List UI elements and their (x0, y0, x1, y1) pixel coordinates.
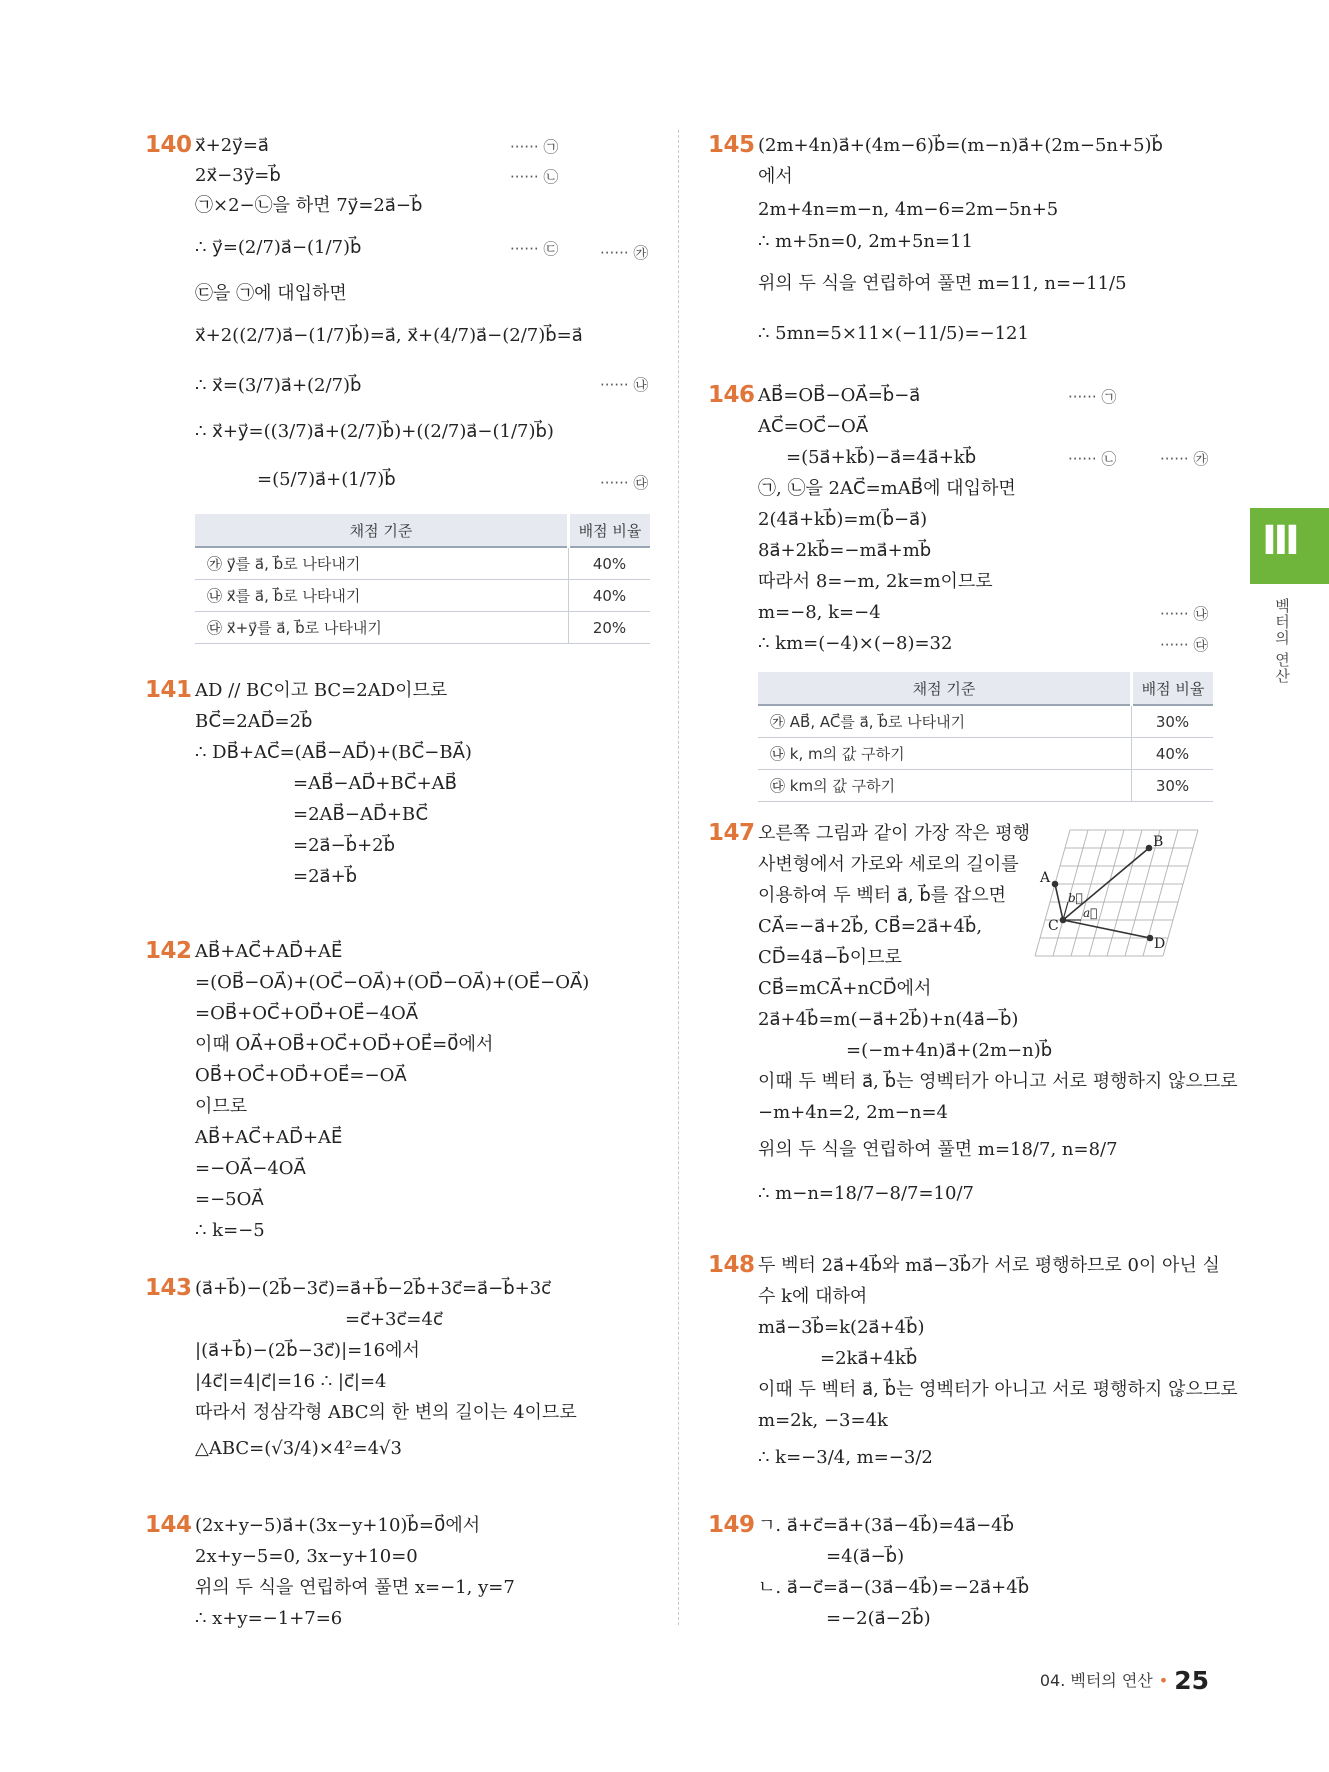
solution-line: =−2(a⃗−2b⃗) (826, 1608, 931, 1629)
solution-line: =AB⃗−AD⃗+BC⃗+AB⃗ (293, 773, 458, 794)
scoring-table (758, 672, 1213, 802)
grid-lines (1035, 830, 1198, 956)
solution-line: 이므로 (195, 1096, 248, 1117)
solution-line: 위의 두 식을 연립하여 풀면 m=11, n=−11/5 (758, 273, 1127, 294)
chapter-tab-label: Ⅲ (1262, 518, 1300, 564)
equation-marker: ······ ㉡ (510, 168, 559, 186)
label-vector-b: b⃗ (1068, 891, 1083, 905)
table-row (758, 738, 1213, 770)
solution-line: =2ka⃗+4kb⃗ (820, 1348, 918, 1369)
page-number: 25 (1174, 1666, 1209, 1695)
solution-line: 이때 두 벡터 a⃗, b⃗는 영벡터가 아니고 서로 평행하지 않으므로 (758, 1071, 1238, 1092)
solution-line: |(a⃗+b⃗)−(2b⃗−3c⃗)|=16에서 (195, 1340, 420, 1361)
table-header-rate: 배점 비율 (569, 514, 651, 547)
criteria-cell: ㉮ AB⃗, AC⃗를 a⃗, b⃗로 나타내기 (758, 705, 1132, 738)
score-marker: ······ ㉰ (1160, 636, 1209, 654)
solution-line: AC⃗=OC⃗−OA⃗ (758, 416, 869, 437)
solution-line: ∴ km=(−4)×(−8)=32 (758, 633, 953, 654)
parallelogram-grid-figure (1030, 820, 1210, 965)
solution-line: ∴ x⃗=(3/7)a⃗+(2/7)b⃗ (195, 375, 362, 396)
rate-cell: 40% (569, 547, 651, 580)
solution-line: =OB⃗+OC⃗+OD⃗+OE⃗−4OA⃗ (195, 1003, 419, 1024)
solution-line: 2(4a⃗+kb⃗)=m(b⃗−a⃗) (758, 509, 928, 530)
solution-line: ma⃗−3b⃗=k(2a⃗+4b⃗) (758, 1317, 925, 1338)
score-marker: ······ ㉯ (600, 376, 649, 394)
label-d: D (1154, 936, 1166, 952)
solution-line: =c⃗+3c⃗=4c⃗ (345, 1309, 443, 1330)
problem-number: 140 (145, 132, 192, 158)
solution-line: ㄱ. a⃗+c⃗=a⃗+(3a⃗−4b⃗)=4a⃗−4b⃗ (758, 1515, 1015, 1536)
table-header-rate: 배점 비율 (1132, 672, 1214, 705)
solution-line: 이용하여 두 벡터 a⃗, b⃗를 잡으면 (758, 885, 1007, 906)
table-row (758, 705, 1213, 738)
solution-line: 오른쪽 그림과 같이 가장 작은 평행 (758, 823, 1031, 844)
chapter-side-title: 벡터의 연산 (1273, 598, 1291, 684)
solution-line: =(5/7)a⃗+(1/7)b⃗ (257, 469, 396, 490)
rate-cell: 30% (1132, 705, 1214, 738)
footer-chapter: 04. 벡터의 연산 (1039, 1671, 1153, 1690)
solution-line: ∴ DB⃗+AC⃗=(AB⃗−AD⃗)+(BC⃗−BA⃗) (195, 742, 472, 763)
solution-line: 이때 OA⃗+OB⃗+OC⃗+OD⃗+OE⃗=0⃗에서 (195, 1034, 494, 1055)
score-marker: ······ ㉮ (600, 244, 649, 262)
solution-line: 위의 두 식을 연립하여 풀면 x=−1, y=7 (195, 1577, 515, 1598)
solution-line: (2m+4n)a⃗+(4m−6)b⃗=(m−n)a⃗+(2m−5n+5)b⃗ (758, 135, 1163, 156)
table-row (195, 547, 650, 580)
equation-marker: ······ ㉢ (510, 240, 559, 258)
point-b (1147, 846, 1152, 851)
rate-cell: 20% (569, 612, 651, 644)
label-a: A (1040, 870, 1051, 886)
problem-number: 143 (145, 1275, 192, 1301)
problem-number: 141 (145, 677, 192, 703)
problem-number: 142 (145, 938, 192, 964)
solution-line: x⃗+2((2/7)a⃗−(1/7)b⃗)=a⃗, x⃗+(4/7)a⃗−(2/7)b⃗=a⃗ (195, 325, 583, 346)
solution-line: 8a⃗+2kb⃗=−ma⃗+mb⃗ (758, 540, 932, 561)
table-row (758, 770, 1213, 802)
solution-line: 두 벡터 2a⃗+4b⃗와 ma⃗−3b⃗가 서로 평행하므로 0이 아닌 실 (758, 1255, 1220, 1276)
label-b: B (1153, 834, 1164, 850)
page-footer (1040, 1666, 1209, 1695)
solution-line: m=−8, k=−4 (758, 602, 881, 623)
solution-line: ∴ k=−5 (195, 1220, 265, 1241)
criteria-cell: ㉯ k, m의 값 구하기 (758, 738, 1132, 770)
solution-line: ㉢을 ㉠에 대입하면 (195, 283, 347, 304)
solution-line: 2a⃗+4b⃗=m(−a⃗+2b⃗)+n(4a⃗−b⃗) (758, 1009, 1019, 1030)
problem-number: 145 (708, 132, 755, 158)
criteria-cell: ㉮ y⃗를 a⃗, b⃗로 나타내기 (195, 547, 569, 580)
point-d (1148, 936, 1153, 941)
label-c: C (1048, 918, 1059, 934)
solution-line: ∴ x+y=−1+7=6 (195, 1608, 343, 1629)
equation-marker: ······ ㉠ (1068, 388, 1117, 406)
solution-line: ∴ m+5n=0, 2m+5n=11 (758, 231, 973, 252)
label-vector-a: a⃗ (1083, 906, 1098, 920)
solution-line: ∴ 5mn=5×11×(−11/5)=−121 (758, 323, 1029, 344)
solution-line: AB⃗+AC⃗+AD⃗+AE⃗ (195, 941, 343, 962)
solution-line: =(OB⃗−OA⃗)+(OC⃗−OA⃗)+(OD⃗−OA⃗)+(OE⃗−OA⃗) (195, 972, 590, 993)
solution-line: 따라서 8=−m, 2k=m이므로 (758, 571, 993, 592)
rate-cell: 30% (1132, 770, 1214, 802)
solution-line: 위의 두 식을 연립하여 풀면 m=18/7, n=8/7 (758, 1139, 1118, 1160)
table-header-criteria: 채점 기준 (195, 514, 569, 547)
solution-line: 사변형에서 가로와 세로의 길이를 (758, 854, 1019, 875)
solution-line: 수 k에 대하여 (758, 1286, 868, 1307)
solution-line: x⃗+2y⃗=a⃗ (195, 135, 269, 156)
solution-line: OB⃗+OC⃗+OD⃗+OE⃗=−OA⃗ (195, 1065, 407, 1086)
score-marker: ······ ㉰ (600, 474, 649, 492)
solution-line: =(5a⃗+kb⃗)−a⃗=4a⃗+kb⃗ (786, 447, 977, 468)
table-row (195, 580, 650, 612)
score-marker: ······ ㉯ (1160, 605, 1209, 623)
solution-line: ㉠, ㉡을 2AC⃗=mAB⃗에 대입하면 (758, 478, 1016, 499)
solution-line: =2AB⃗−AD⃗+BC⃗ (293, 804, 429, 825)
solution-line: 이때 두 벡터 a⃗, b⃗는 영벡터가 아니고 서로 평행하지 않으므로 (758, 1379, 1238, 1400)
solution-line: ∴ m−n=18/7−8/7=10/7 (758, 1183, 974, 1204)
solution-line: ㄴ. a⃗−c⃗=a⃗−(3a⃗−4b⃗)=−2a⃗+4b⃗ (758, 1577, 1030, 1598)
solution-line: =−OA⃗−4OA⃗ (195, 1158, 306, 1179)
solution-line: m=2k, −3=4k (758, 1410, 888, 1431)
point-a (1053, 882, 1058, 887)
solution-line: ∴ x⃗+y⃗=((3/7)a⃗+(2/7)b⃗)+((2/7)a⃗−(1/7)b⃗) (195, 421, 554, 442)
solution-line: −m+4n=2, 2m−n=4 (758, 1102, 948, 1123)
vector-cd (1063, 920, 1150, 938)
problem-number: 149 (708, 1512, 755, 1538)
solution-line: 2x+y−5=0, 3x−y+10=0 (195, 1546, 418, 1567)
problem-number: 147 (708, 820, 755, 846)
solution-line: AB⃗+AC⃗+AD⃗+AE⃗ (195, 1127, 343, 1148)
table-header-criteria: 채점 기준 (758, 672, 1132, 705)
solution-line: 에서 (758, 166, 793, 187)
equation-marker: ······ ㉡ (1068, 450, 1117, 468)
rate-cell: 40% (569, 580, 651, 612)
scoring-table (195, 514, 650, 644)
solution-line: AB⃗=OB⃗−OA⃗=b⃗−a⃗ (758, 385, 921, 406)
solution-line: =−5OA⃗ (195, 1189, 264, 1210)
solution-line: (a⃗+b⃗)−(2b⃗−3c⃗)=a⃗+b⃗−2b⃗+3c⃗=a⃗−b⃗+3c⃗ (195, 1278, 552, 1299)
solution-line: CB⃗=mCA⃗+nCD⃗에서 (758, 978, 932, 999)
problem-number: 146 (708, 382, 755, 408)
solution-line: ㉠×2−㉡을 하면 7y⃗=2a⃗−b⃗ (195, 195, 423, 216)
problem-number: 148 (708, 1252, 755, 1278)
table-row (195, 612, 650, 644)
solution-line: CA⃗=−a⃗+2b⃗, CB⃗=2a⃗+4b⃗, (758, 916, 983, 937)
problem-number: 144 (145, 1512, 192, 1538)
solution-line: 2x⃗−3y⃗=b⃗ (195, 165, 281, 186)
criteria-cell: ㉰ x⃗+y⃗를 a⃗, b⃗로 나타내기 (195, 612, 569, 644)
solution-line: AD // BC이고 BC=2AD이므로 (195, 680, 448, 701)
solution-line: =2a⃗−b⃗+2b⃗ (293, 835, 396, 856)
solution-line: 2m+4n=m−n, 4m−6=2m−5n+5 (758, 199, 1059, 220)
rate-cell: 40% (1132, 738, 1214, 770)
solution-line: (2x+y−5)a⃗+(3x−y+10)b⃗=0⃗에서 (195, 1515, 481, 1536)
solution-line: BC⃗=2AD⃗=2b⃗ (195, 711, 313, 732)
point-c (1061, 918, 1066, 923)
criteria-cell: ㉰ km의 값 구하기 (758, 770, 1132, 802)
solution-line: =4(a⃗−b⃗) (826, 1546, 905, 1567)
solution-line: ∴ k=−3/4, m=−3/2 (758, 1447, 933, 1468)
solution-line: |4c⃗|=4|c⃗|=16 ∴ |c⃗|=4 (195, 1371, 387, 1392)
solution-line: △ABC=(√3/4)×4²=4√3 (195, 1438, 402, 1459)
solution-line: =(−m+4n)a⃗+(2m−n)b⃗ (846, 1040, 1053, 1061)
equation-marker: ······ ㉠ (510, 138, 559, 156)
column-divider (678, 130, 679, 1625)
footer-dot: • (1158, 1671, 1169, 1690)
score-marker: ······ ㉮ (1160, 450, 1209, 468)
solution-line: CD⃗=4a⃗−b⃗이므로 (758, 947, 902, 968)
solution-line: =2a⃗+b⃗ (293, 866, 358, 887)
solution-line: ∴ y⃗=(2/7)a⃗−(1/7)b⃗ (195, 237, 362, 258)
criteria-cell: ㉯ x⃗를 a⃗, b⃗로 나타내기 (195, 580, 569, 612)
solution-line: 따라서 정삼각형 ABC의 한 변의 길이는 4이므로 (195, 1402, 577, 1423)
